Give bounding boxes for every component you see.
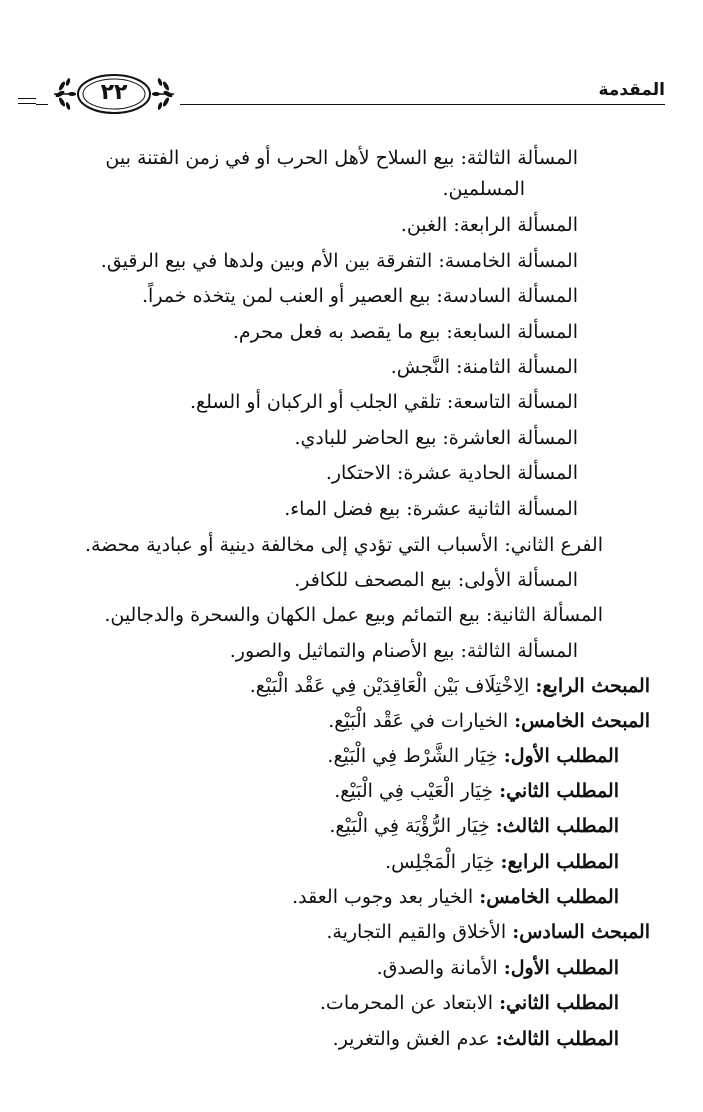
laurel-right-icon — [152, 78, 174, 111]
toc-line — [233, 317, 578, 347]
toc-line-label: المسألة الحادية عشرة: — [396, 462, 578, 484]
toc-line-text: الأمانة والصدق. — [376, 957, 504, 979]
toc-line-label: المبحث الخامس: — [514, 710, 650, 732]
toc-line-text: بيع العصير أو العنب لمن يتخذه خمراً. — [142, 285, 437, 307]
toc-line-text: خِيَار الْعَيْب فِي الْبَيْع. — [334, 780, 500, 802]
toc-line — [385, 847, 619, 877]
toc-line-label: المسألة الأولى: — [457, 569, 578, 591]
toc-line-text: الخيار بعد وجوب العقد. — [292, 886, 480, 908]
toc-line-text: بيع التمائم وبيع عمل الكهان والسحرة والدجالين. — [104, 604, 486, 626]
toc-line-label: المسألة التاسعة: — [446, 391, 578, 413]
toc-line-label: المطلب الخامس: — [479, 886, 619, 908]
toc-line — [294, 423, 578, 453]
toc-line-text: بيع ما يقصد به فعل محرم. — [232, 321, 447, 343]
toc-line-text: بيع المصحف للكافر. — [294, 569, 458, 591]
toc-line-text: بيع الأصنام والتماثيل والصور. — [229, 640, 461, 662]
toc-line — [104, 600, 603, 630]
toc-line — [333, 1024, 619, 1054]
toc-line — [85, 530, 603, 560]
toc-line — [250, 671, 650, 701]
toc-line-text: خِيَار الرُّؤْيَة فِي الْبَيْع. — [329, 815, 496, 837]
toc-line — [190, 387, 578, 417]
toc-line-label: المسألة العاشرة: — [442, 427, 578, 449]
toc-line-label: الفرع الثاني: — [504, 534, 603, 556]
toc-line-text: المسلمين. — [442, 178, 525, 200]
toc-line-label: المبحث الرابع: — [535, 675, 650, 697]
toc-line-label: المطلب الثاني: — [499, 992, 619, 1014]
toc-line-label: المسألة الرابعة: — [453, 214, 578, 236]
toc-line-text: خِيَار الْمَجْلِس. — [385, 851, 501, 873]
toc-line-text: النَّجش. — [390, 356, 457, 378]
toc-line-text: الاحتكار. — [325, 462, 397, 484]
toc-line-text: خِيَار الشَّرْط فِي الْبَيْع. — [327, 745, 504, 767]
toc-line-label: المطلب الثالث: — [495, 815, 619, 837]
toc-line-text: الأسباب التي تؤدي إلى مخالفة دينية أو عبادية محضة. — [84, 534, 505, 556]
toc-line — [142, 281, 578, 311]
toc-line — [442, 174, 525, 204]
page-number-badge — [48, 72, 180, 116]
toc-line-text: الِاخْتِلَاف بَيْن الْعَاقِدَيْن فِي عَقْد الْبَيْع. — [249, 675, 536, 697]
toc-line — [326, 458, 578, 488]
toc-line-label: المطلب الأول: — [503, 957, 619, 979]
toc-line-text: التفرقة بين الأم وبين ولدها في بيع الرقيق. — [100, 250, 439, 272]
toc-line — [391, 352, 578, 382]
toc-line-text: بيع السلاح لأهل الحرب أو في زمن الفتنة بين — [105, 147, 461, 169]
toc-line-text: بيع فضل الماء. — [284, 498, 407, 520]
toc-line — [326, 917, 650, 947]
toc-line-text: عدم الغش والتغرير. — [332, 1028, 496, 1050]
toc-line-label: المسألة الثامنة: — [456, 356, 578, 378]
toc-line-text: بيع الحاضر للبادي. — [294, 427, 443, 449]
toc-line-label: المسألة السابعة: — [446, 321, 578, 343]
toc-line — [377, 953, 619, 983]
toc-line-label: المطلب الأول: — [503, 745, 619, 767]
toc-line-text: تلقي الجلب أو الركبان أو السلع. — [189, 391, 447, 413]
toc-line-label: المسألة الثالثة: — [460, 640, 578, 662]
toc-line — [105, 143, 578, 173]
toc-line-label: المسألة السادسة: — [436, 285, 578, 307]
toc-line-label: المبحث السادس: — [512, 921, 650, 943]
toc-line — [292, 882, 619, 912]
toc-line-label: المسألة الثانية: — [485, 604, 603, 626]
page-header — [36, 74, 665, 126]
toc-line — [101, 246, 578, 276]
toc-line — [284, 494, 578, 524]
toc-line-label: المطلب الثاني: — [499, 780, 619, 802]
toc-line — [334, 776, 619, 806]
laurel-left-icon — [54, 78, 76, 111]
toc-line-text: الابتعاد عن المحرمات. — [319, 992, 500, 1014]
toc-line-label: المسألة الثالثة: — [460, 147, 578, 169]
toc-line-label: المسألة الخامسة: — [438, 250, 578, 272]
toc-line-label: المطلب الرابع: — [500, 851, 619, 873]
toc-line — [328, 706, 650, 736]
toc-line-label: المسألة الثانية عشرة: — [406, 498, 578, 520]
running-title: المقدمة — [598, 80, 665, 100]
toc-line — [230, 636, 578, 666]
toc-line — [294, 565, 578, 595]
toc-line — [329, 811, 619, 841]
toc-line — [320, 988, 619, 1018]
page-number: ٢٢ — [100, 80, 128, 105]
toc-line-label: المطلب الثالث: — [495, 1028, 619, 1050]
toc-line-text: الخيارات في عَقْد الْبَيْع. — [328, 710, 515, 732]
toc-line-text: الأخلاق والقيم التجارية. — [326, 921, 513, 943]
toc-line-text: الغبن. — [400, 214, 454, 236]
toc-line — [401, 210, 578, 240]
header-end-lines — [18, 98, 36, 112]
toc-line — [327, 741, 619, 771]
